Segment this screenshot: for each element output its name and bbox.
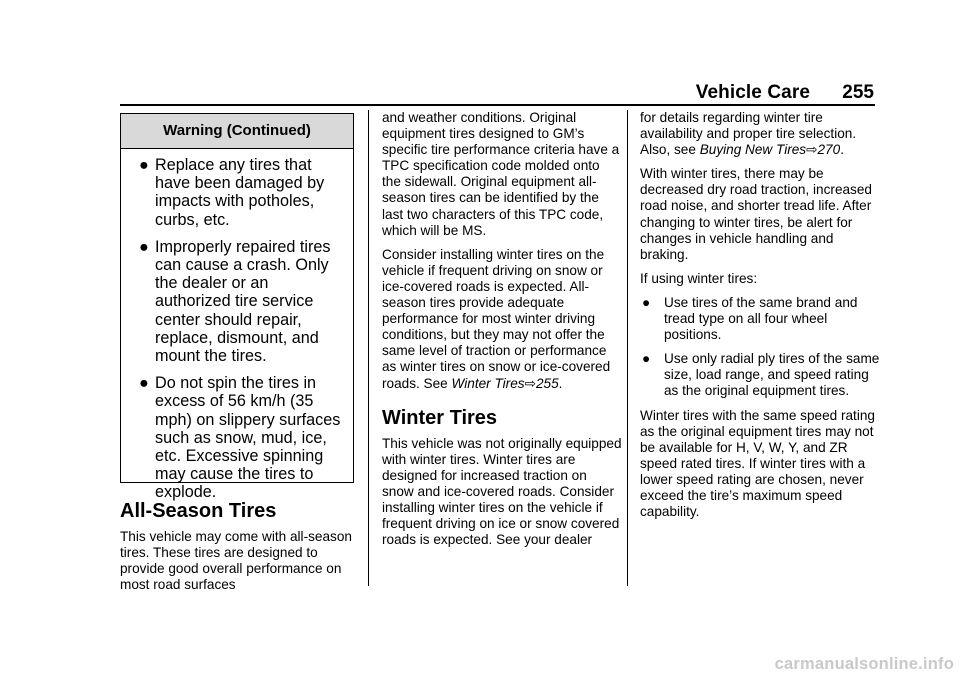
bullet-icon: ●: [139, 374, 149, 393]
winter-heading: Winter Tires: [382, 406, 498, 429]
winter-para2: With winter tires, there may be decreased dry road traction, increased road noise, and shorter tread life. After changing to winter tires, be alert for changes in vehicle handling and braking.: [640, 166, 872, 262]
warning-list: [121, 149, 353, 502]
warning-box: [120, 113, 354, 502]
warning-item: ● Do not spin the tires in excess of 56 km/h (35 mph) on slippery surfaces such as snow, mud, ice, etc. Excessive spinning may cause the tires to explode.: [133, 374, 345, 501]
warning-item: ● Replace any tires that have been damaged by impacts with potholes, curbs, etc.: [133, 156, 345, 229]
section-title: Vehicle Care: [695, 82, 810, 103]
page-ref-arrow-icon: ⇨: [806, 142, 818, 158]
winter-para3: If using winter tires:: [640, 270, 758, 286]
column-2: [382, 110, 622, 556]
warning-title: Warning (Continued): [121, 114, 353, 149]
bullet-icon: ●: [642, 294, 651, 310]
winter-para1-cont: for details regarding winter tire availability and proper tire selection. Also, see Buying New Tires⇨270.: [640, 110, 857, 158]
column-1-lower: [120, 499, 358, 601]
bullet-icon: ●: [642, 351, 651, 367]
winter-tires-link[interactable]: Winter Tires: [451, 375, 525, 391]
column-divider-1: [368, 110, 369, 586]
winter-para4: Winter tires with the same speed rating as the original equipment tires may not be available for H, V, W, Y, and ZR speed rated tires. If winter tires with a lower speed rating are chosen, never exceed the tire’s maximum speed capability.: [640, 407, 875, 520]
all-season-para1: This vehicle may come with all-season tires. These tires are designed to provide good overall performance on most road surfaces: [120, 529, 352, 593]
page-ref[interactable]: 270: [817, 142, 841, 158]
header-divider: [120, 104, 875, 106]
buying-new-tires-link[interactable]: Buying New Tires: [699, 142, 807, 158]
winter-bullet: ● Use only radial ply tires of the same size, load range, and speed rating as the original equipment tires.: [642, 351, 880, 399]
column-divider-2: [627, 110, 628, 586]
all-season-para1-cont: and weather conditions. Original equipment tires designed to GM’s specific tire performance criteria have a TPC specification code molded onto the sidewall. Original equipment all-season tires can be identified by the last two characters of this TPC code, which will be MS.: [382, 110, 620, 238]
bullet-icon: ●: [139, 156, 149, 174]
bullet-icon: ●: [139, 237, 149, 256]
all-season-para2: Consider installing winter tires on the vehicle if frequent driving on snow or ice-covered roads is expected. All-season tires provide adequate performance for most winter driving conditions, but they may not offer the same level of traction or performance as winter tires on snow or ice-covered roads. See Winter Tires⇨255.: [382, 246, 611, 391]
page-ref[interactable]: 255: [535, 375, 559, 391]
column-3: [640, 110, 880, 528]
page-ref-arrow-icon: ⇨: [524, 375, 536, 391]
warning-item: ● Improperly repaired tires can cause a crash. Only the dealer or an authorized tire service center should repair, replace, dismount, and mount the tires.: [133, 238, 345, 365]
winter-bullet: ● Use tires of the same brand and tread type on all four wheel positions.: [642, 294, 858, 343]
winter-para1: This vehicle was not originally equipped with winter tires. Winter tires are designed for increased traction on snow and ice-covered roads. Consider installing winter tires on the vehicle if frequent driving on ice or snow covered roads is expected. See your dealer: [382, 435, 622, 548]
all-season-heading: All-Season Tires: [120, 500, 277, 522]
page-number: 255: [842, 82, 874, 103]
watermark: carmanualsonline.info: [774, 655, 954, 673]
